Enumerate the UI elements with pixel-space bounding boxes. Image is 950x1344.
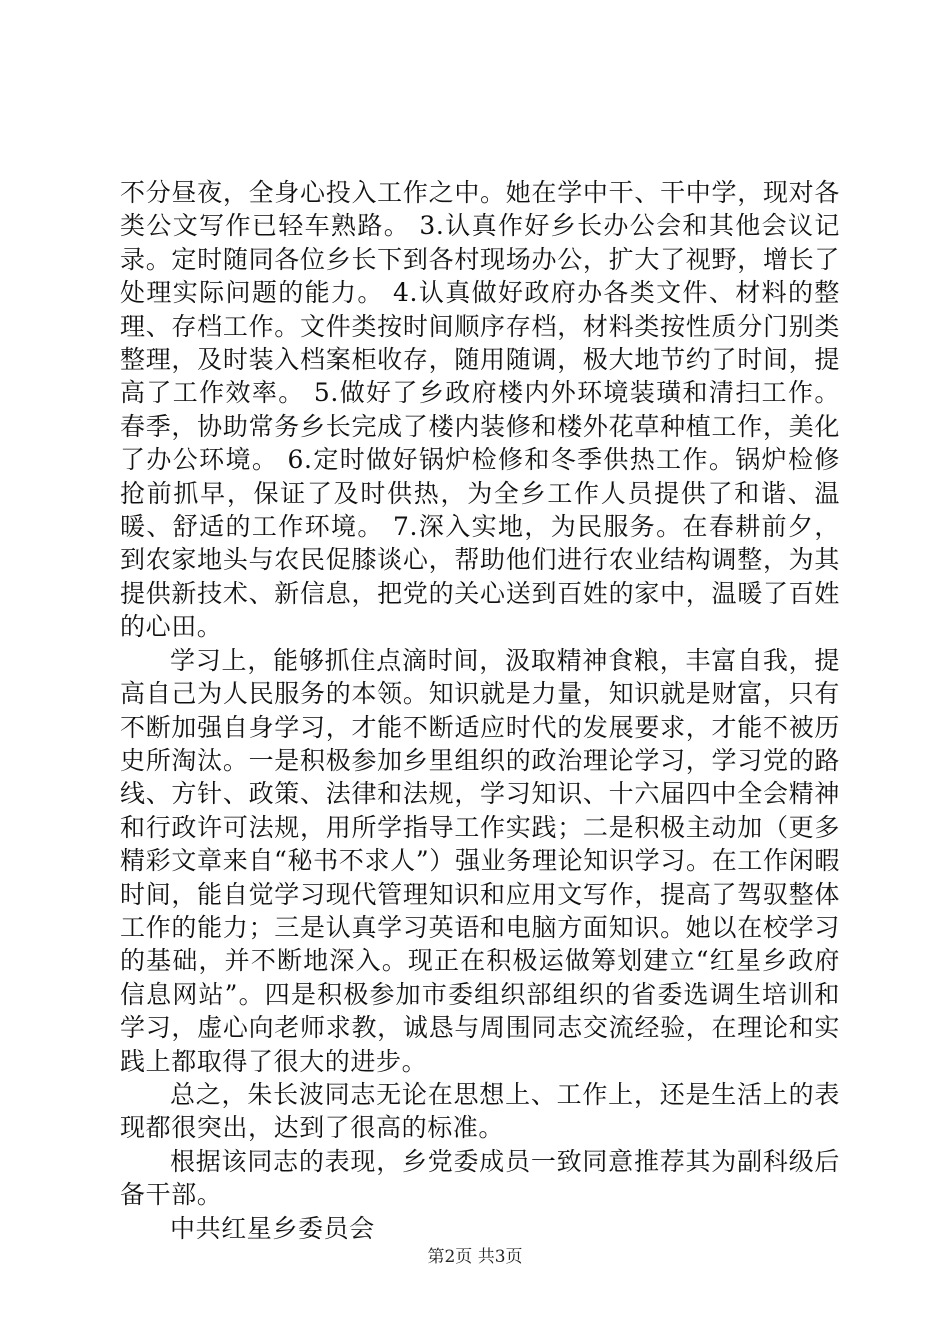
page-number-footer: 第2页 共3页 bbox=[427, 1247, 523, 1267]
document-body bbox=[120, 176, 840, 1245]
paragraph-recommendation: 根据该同志的表现，乡党委成员一致同意推荐其为副科级后备干部。 bbox=[120, 1146, 840, 1210]
paragraph-study: 学习上，能够抓住点滴时间，汲取精神食粮，丰富自我，提高自己为人民服务的本领。知识就是力量，知识就是财富，只有不断加强自身学习，才能不断适应时代的发展要求，才能不被历史所淘汰。一是积极参加乡里组织的政治理论学习，学习党的路线、方针、政策、法律和法规，学习知识、十六届四中全会精神和行政许可法规，用所学指导工作实践；二是积极主动加（更多精彩文章来自“秘书不求人”）强业务理论知识学习。在工作闲暇时间，能自觉学习现代管理知识和应用文写作，提高了驾驭整体工作的能力；三是认真学习英语和电脑方面知识。她以在校学习的基础，并不断地深入。现正在积极运做筹划建立“红星乡政府信息网站”。四是积极参加市委组织部组织的省委选调生培训和学习，虚心向老师求教，诚恳与周围同志交流经验，在理论和实践上都取得了很大的进步。 bbox=[120, 645, 840, 1076]
signature-organization: 中共红星乡委员会 bbox=[170, 1213, 375, 1243]
paragraph-work-duties: 不分昼夜，全身心投入工作之中。她在学中干、干中学，现对各类公文写作已轻车熟路。 3.认真作好乡长办公会和其他会议记录。定时随同各位乡长下到各村现场办公，扩大了视野，增长了处理实际问题的能力。 4.认真做好政府办各类文件、材料的整理、存档工作。文件类按时间顺序存档，材料类按性质分门别类整理，及时装入档案柜收存，随用随调，极大地节约了时间，提高了工作效率。 5.做好了乡政府楼内外环境装璜和清扫工作。春季，协助常务乡长完成了楼内装修和楼外花草种植工作，美化了办公环境。 6.定时做好锅炉检修和冬季供热工作。锅炉检修抢前抓早，保证了及时供热，为全乡工作人员提供了和谐、温暖、舒适的工作环境。 7.深入实地，为民服务。在春耕前夕，到农家地头与农民促膝谈心，帮助他们进行农业结构调整，为其提供新技术、新信息，把党的关心送到百姓的家中，温暖了百姓的心田。 bbox=[120, 178, 840, 642]
paragraph-summary: 总之，朱长波同志无论在思想上、工作上，还是生活上的表现都很突出，达到了很高的标准。 bbox=[120, 1079, 840, 1143]
